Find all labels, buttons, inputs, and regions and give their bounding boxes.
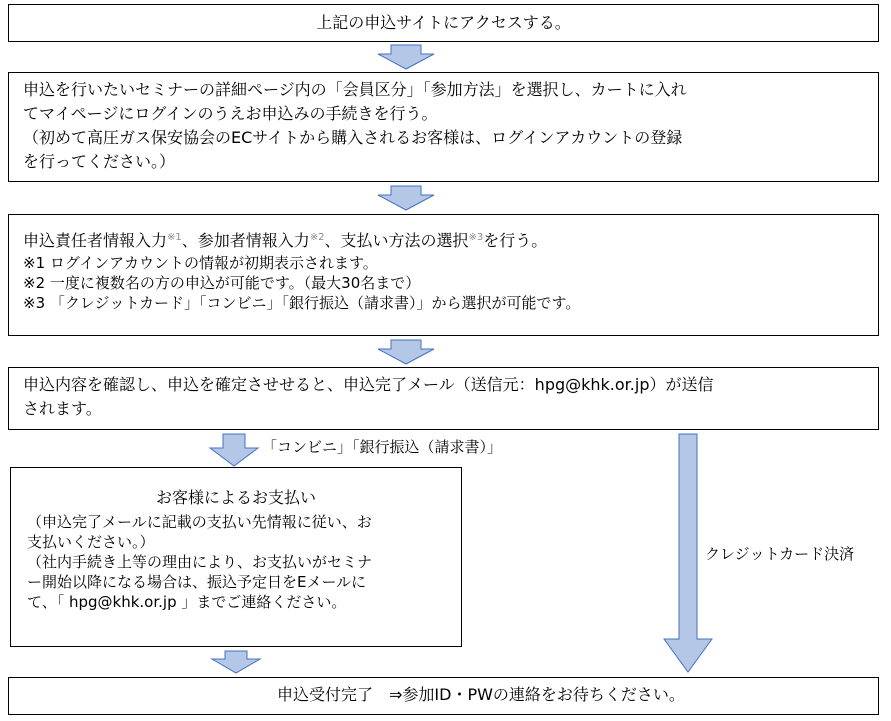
- step-application-complete: [8, 677, 879, 715]
- step-enter-info-main-d: を行う。: [483, 231, 548, 250]
- step-application-complete-text: 申込受付完了 ⇒参加ID・PWの連絡をお待ちください。: [277, 685, 685, 704]
- step-enter-info-note-1: ※1 ログインアカウントの情報が初期表示されます。: [23, 254, 378, 272]
- down-arrow-2: [378, 186, 434, 210]
- note-mark-3: ※3: [468, 232, 484, 243]
- step-access-site-text: 上記の申込サイトにアクセスする。: [316, 13, 571, 32]
- step-select-seminar-line-1: 申込を行いたいセミナーの詳細ページ内の「会員区分」「参加方法」を選択し、カートに入れ: [23, 80, 687, 99]
- step-customer-payment-line-3: （社内手続き上等の理由により、お支払いがセミナ: [27, 553, 373, 571]
- down-arrow-branch-left: [210, 434, 258, 466]
- step-customer-payment-line-5: て、「 hpg@khk.or.jp 」までご連絡ください。: [27, 593, 347, 611]
- step-select-seminar-line-2: てマイページにログインのうえお申込みの手続きを行う。: [23, 104, 438, 123]
- branch-label-convenience-bank: 「コンビニ」「銀行振込（請求書）」: [262, 438, 503, 456]
- step-customer-payment: [10, 467, 462, 647]
- down-arrow-branch-left-shape: [210, 434, 258, 466]
- down-arrow-5-shape: [212, 651, 260, 673]
- step-customer-payment-line-1: （申込完了メールに記載の支払い先情報に従い、お: [27, 513, 372, 531]
- step-enter-info-main-b: 、参加者情報入力: [181, 231, 310, 250]
- down-arrow-3: [378, 340, 434, 364]
- note-mark-1: ※1: [167, 232, 182, 243]
- note-mark-2: ※2: [309, 232, 325, 243]
- step-enter-info-main: [23, 229, 878, 253]
- step-enter-info-main-a: 申込責任者情報入力: [23, 231, 168, 250]
- down-arrow-1: [378, 45, 434, 69]
- step-select-seminar-line-4: を行ってください。）: [23, 152, 176, 171]
- step-enter-info-note-2: ※2 一度に複数名の方の申込が可能です。（最大30名まで）: [23, 274, 421, 292]
- step-confirm-application: [8, 367, 879, 430]
- step-enter-info-main-c: 、支払い方法の選択: [324, 231, 469, 250]
- step-customer-payment-title: お客様によるお支払い: [155, 488, 316, 507]
- step-customer-payment-line-2: 支払いください。）: [27, 533, 155, 551]
- step-select-seminar: [8, 72, 879, 182]
- step-enter-info: [8, 214, 879, 336]
- step-customer-payment-line-4: ー開始以降になる場合は、振込予定日をEメールに: [27, 573, 367, 591]
- down-arrow-3-shape: [378, 340, 434, 364]
- step-select-seminar-line-3: （初めて高圧ガス保安協会のECサイトから購入されるお客様は、ログインアカウントの登録: [23, 128, 683, 147]
- step-confirm-application-line-1: 申込内容を確認し、申込を確定させせると、申込完了メール（送信元：hpg@khk.or.jp）が送信: [23, 375, 714, 394]
- down-arrow-5: [212, 651, 260, 673]
- step-access-site: [8, 4, 879, 42]
- down-arrow-1-shape: [378, 45, 434, 69]
- branch-label-credit-card: クレジットカード決済: [705, 545, 855, 563]
- step-confirm-application-line-2: されます。: [23, 399, 102, 418]
- down-arrow-2-shape: [378, 186, 434, 210]
- step-enter-info-note-3: ※3 「クレジットカード」「コンビニ」「銀行振込（請求書）」から選択が可能です。: [23, 294, 581, 312]
